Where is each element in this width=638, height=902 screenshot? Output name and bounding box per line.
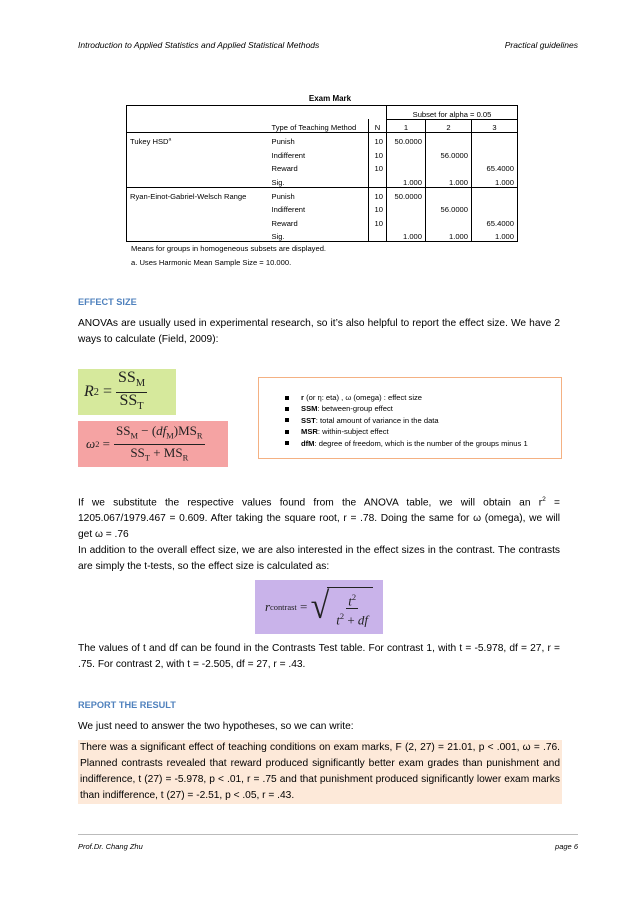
table-note-1: Means for groups in homogeneous subsets are displayed.: [131, 244, 327, 253]
table-row: Sig. 1.000 1.000 1.000: [127, 173, 518, 187]
list-item: r (or η: eta) , ω (omega) : effect size: [281, 392, 561, 403]
list-item: MSR: within-subject effect: [281, 426, 561, 437]
report-intro: We just need to answer the two hypotheses, so we can write:: [78, 721, 354, 732]
table-row: Reward 10 65.4000: [127, 160, 518, 174]
col-n: N: [369, 119, 387, 133]
table-row: Tukey HSD$^a$ Punish 10 50.0000: [127, 133, 518, 147]
subset-header: Subset for alpha = 0.05: [387, 106, 518, 120]
footer-author: Prof.Dr. Chang Zhu: [78, 842, 143, 851]
footer-divider: [78, 834, 578, 835]
r-squared-formula: R 2 = $\frac{SS_M}{SS_T}$: [78, 369, 176, 415]
effect-size-paragraph-1: If we substitute the respective values found from the ANOVA table, we will obtain an $r^2 = 1205.067/1979.467 = 0.609$. After taking the square root, r = .78. Doing the same for ω (omega), we will get ω = .76: [78, 496, 560, 541]
omega-squared-formula: ω 2 = $\frac{SS_M - (df_M)MS_R}{SS_T + MS_R}$: [78, 421, 228, 467]
col-type: Type of Teaching Method: [269, 119, 369, 133]
footer-page-number: page 6: [555, 842, 578, 851]
table-row: Indifferent 10 56.0000: [127, 146, 518, 160]
report-result-box: There was a significant effect of teaching conditions on exam marks, F (2, 27) = 21.01, p < .001, ω = .76. Planned contrasts revealed that reward produced significantly better exam grades than punishment and indifference, t (27) = -5.978, p < .01, r = .75 and that punishment produced significantly lower exam marks than indifference, t (27) = -2.51, p < .05, r = .43.: [78, 740, 562, 804]
table-row: Reward 10 65.4000: [127, 214, 518, 228]
regw-label: Ryan-Einot-Gabriel-Welsch Range: [127, 187, 269, 201]
table-row: Ryan-Einot-Gabriel-Welsch Range Punish 10 50.0000: [127, 187, 518, 201]
col-subset-2: 2: [426, 119, 472, 133]
table-row: Sig. 1.000 1.000 1.000: [127, 228, 518, 242]
table-title: Exam Mark: [308, 94, 352, 103]
table-row: Indifferent 10 56.0000: [127, 201, 518, 215]
tukey-label: Tukey HSD$^a$: [127, 133, 269, 147]
effect-size-paragraph-3: The values of t and df can be found in the Contrasts Test table. For contrast 1, with t = -5.978, df = 27, r = .75. For contrast 2, with t = -2.505, df = 27, r = .43.: [78, 643, 560, 670]
effect-size-heading: EFFECT SIZE: [78, 297, 137, 307]
header-right: Practical guidelines: [504, 40, 578, 50]
report-heading: REPORT THE RESULT: [78, 700, 176, 710]
table-note-2: a. Uses Harmonic Mean Sample Size = 10.000.: [131, 258, 292, 267]
homogeneous-subsets-table: [126, 105, 518, 242]
formula-legend: [258, 377, 562, 459]
r-contrast-formula: r contrast = √ $\frac{t^2}{t^2 + df}$: [255, 580, 383, 634]
list-item: dfM: degree of freedom, which is the number of the groups minus 1: [281, 438, 561, 449]
header-left: Introduction to Applied Statistics and Applied Statistical Methods: [78, 40, 320, 50]
col-subset-1: 1: [387, 119, 426, 133]
effect-size-intro: ANOVAs are usually used in experimental research, so it’s also helpful to report the effect size. We have 2 ways to calculate (Field, 2009):: [78, 318, 560, 345]
col-subset-3: 3: [472, 119, 518, 133]
list-item: SSM: between-group effect: [281, 403, 561, 414]
effect-size-paragraph-2: In addition to the overall effect size, we are also interested in the effect sizes in the contrast. The contrasts are simply the t-tests, so the effect size is calculated as:: [78, 545, 560, 572]
list-item: SST: total amount of variance in the data: [281, 415, 561, 426]
